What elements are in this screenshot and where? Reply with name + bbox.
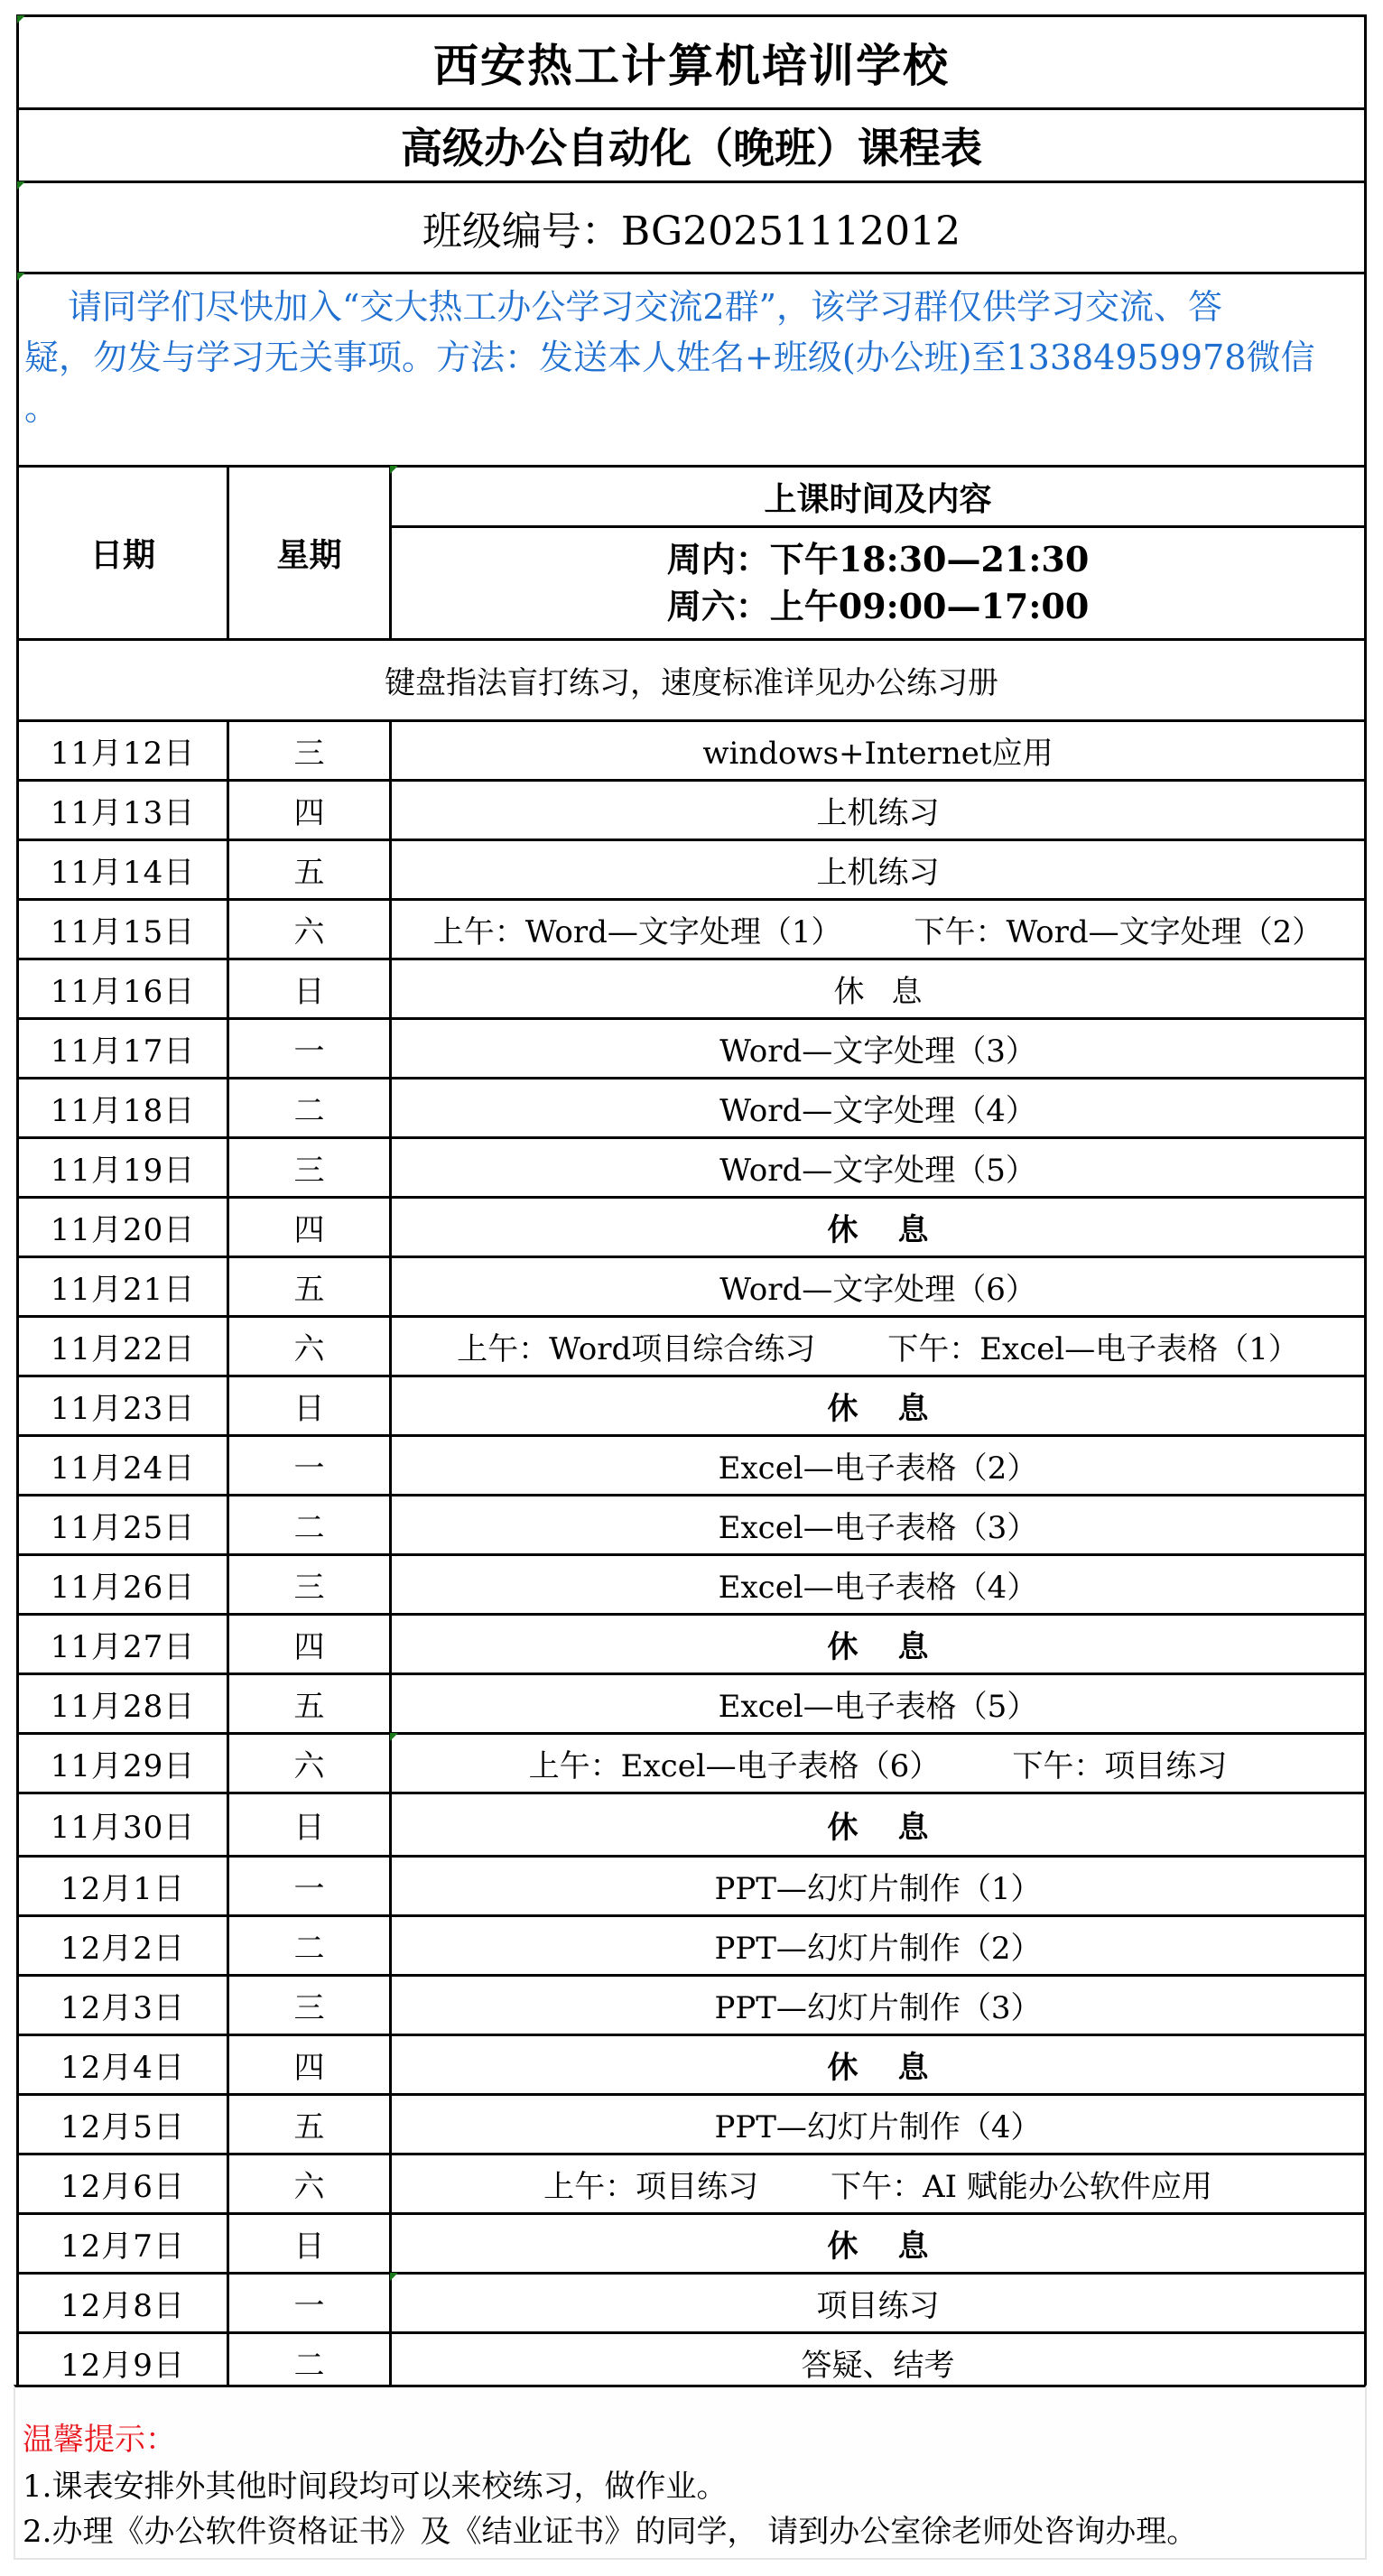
tip-item: 1.课表安排外其他时间段均可以来校练习，做作业。 [23, 2469, 728, 2505]
weekday-cell[interactable]: 一 [228, 1857, 391, 1916]
date-header-cell[interactable] [18, 467, 228, 640]
schedule-row [18, 721, 1366, 781]
session-label: 答疑、结考 [801, 2348, 955, 2384]
afternoon-session: 下午：项目练习 [1012, 1748, 1228, 1784]
afternoon-session: 下午：Excel—电子表格（1） [887, 1331, 1299, 1367]
session-label: PPT—幻灯片制作（4） [714, 2109, 1042, 2145]
course-title-cell[interactable] [18, 109, 1366, 182]
notice-cell[interactable] [18, 273, 1366, 467]
school-title-cell[interactable] [18, 16, 1366, 109]
afternoon-session: 下午：Word—文字处理（2） [914, 914, 1323, 950]
schedule-row [18, 2035, 1366, 2095]
rest-label: 休息 [827, 2050, 969, 2086]
date-cell[interactable]: 11月24日 [18, 1436, 228, 1496]
content-cell[interactable] [391, 721, 1366, 781]
session-label: Excel—电子表格（3） [718, 1510, 1038, 1546]
date-cell[interactable]: 12月9日 [18, 2333, 228, 2393]
content-cell[interactable] [391, 1198, 1366, 1257]
date-cell[interactable]: 11月29日 [18, 1734, 228, 1793]
morning-session: 上午：项目练习 [543, 2169, 759, 2205]
morning-session: 上午：Word—文字处理（1） [432, 914, 842, 950]
session-label: 项目练习 [816, 2288, 940, 2324]
schedule-row [18, 1138, 1366, 1198]
weekday-cell[interactable]: 一 [228, 2274, 391, 2333]
class-code-cell[interactable] [18, 182, 1366, 273]
date-cell[interactable]: 12月8日 [18, 2274, 228, 2333]
content-cell[interactable] [391, 1857, 1366, 1916]
session-label: Excel—电子表格（2） [718, 1450, 1038, 1487]
weekday-cell[interactable]: 三 [228, 1555, 391, 1615]
weekday-cell[interactable]: 四 [228, 2035, 391, 2095]
schedule-row [18, 900, 1366, 959]
morning-session: 上午：Word项目综合练习 [457, 1331, 816, 1367]
session-label: PPT—幻灯片制作（2） [714, 1931, 1042, 1967]
session-label: Word—文字处理（3） [719, 1033, 1036, 1070]
schedule-row [18, 1376, 1366, 1436]
session-label: 上机练习 [816, 855, 940, 891]
rest-label: 休息 [827, 2229, 969, 2265]
content-cell[interactable] [391, 1916, 1366, 1976]
content-header-cell[interactable] [391, 467, 1366, 527]
rest-label: 休息 [827, 1212, 969, 1248]
content-cell[interactable] [391, 1615, 1366, 1674]
schedule-row [18, 1615, 1366, 1674]
session-label: PPT—幻灯片制作（3） [714, 1990, 1042, 2026]
content-cell[interactable] [391, 1793, 1366, 1857]
schedule-row [18, 1436, 1366, 1496]
date-cell[interactable]: 11月30日 [18, 1793, 228, 1857]
cell-indicator-icon [390, 2273, 398, 2281]
date-cell[interactable]: 12月6日 [18, 2154, 228, 2214]
content-cell[interactable] [391, 1496, 1366, 1555]
date-cell[interactable]: 11月25日 [18, 1496, 228, 1555]
date-cell[interactable]: 12月1日 [18, 1857, 228, 1916]
school-title: 西安热工计算机培训学校 [433, 39, 950, 92]
content-cell[interactable] [391, 959, 1366, 1019]
schedule-row [18, 1317, 1366, 1376]
course-title: 高级办公自动化（晚班）课程表 [401, 124, 982, 172]
content-cell[interactable] [391, 781, 1366, 840]
weekday-header: 星期 [276, 536, 342, 574]
tip-item: 2.办理《办公软件资格证书》及《结业证书》的同学， 请到办公室徐老师处咨询办理。 [23, 2514, 1198, 2550]
schedule-sheet [16, 14, 1367, 2394]
cell-indicator-icon [17, 15, 25, 23]
date-cell[interactable]: 11月28日 [18, 1674, 228, 1734]
date-cell[interactable]: 12月4日 [18, 2035, 228, 2095]
split-session [392, 907, 1364, 951]
morning-session: 上午：Excel—电子表格（6） [528, 1748, 941, 1784]
weekday-cell[interactable]: 四 [228, 781, 391, 840]
cell-indicator-icon [17, 181, 25, 190]
schedule-row [18, 1079, 1366, 1138]
schedule-row [18, 1976, 1366, 2035]
schedule-row [18, 1019, 1366, 1079]
content-cell[interactable] [391, 1976, 1366, 2035]
schedule-row [18, 2333, 1366, 2393]
content-cell[interactable] [391, 2274, 1366, 2333]
weekday-cell[interactable]: 六 [228, 1734, 391, 1793]
weekday-cell[interactable]: 日 [228, 1376, 391, 1436]
content-cell[interactable] [391, 1555, 1366, 1615]
date-cell[interactable]: 11月26日 [18, 1555, 228, 1615]
content-cell[interactable] [391, 2095, 1366, 2154]
cell-indicator-icon [17, 273, 25, 281]
date-cell[interactable]: 11月22日 [18, 1317, 228, 1376]
content-cell[interactable] [391, 2214, 1366, 2274]
notice-line-1: 请同学们尽快加入“交大热工办公学习交流2群”，该学习群仅供学习交流、答 [68, 287, 1223, 327]
content-cell[interactable] [391, 900, 1366, 959]
weekday-cell[interactable]: 六 [228, 1317, 391, 1376]
schedule-row [18, 2274, 1366, 2333]
weekday-cell[interactable]: 一 [228, 1019, 391, 1079]
weekday-cell[interactable]: 六 [228, 900, 391, 959]
schedule-row [18, 1555, 1366, 1615]
weekday-cell[interactable]: 日 [228, 959, 391, 1019]
tips-box [14, 2385, 1367, 2560]
date-cell[interactable]: 12月2日 [18, 1916, 228, 1976]
notice-line-2: 疑，勿发与学习无关事项。方法：发送本人姓名+班级(办公班)至13384959978微信 [24, 338, 1315, 377]
content-cell[interactable] [391, 1138, 1366, 1198]
schedule-row [18, 2095, 1366, 2154]
date-cell[interactable]: 11月18日 [18, 1079, 228, 1138]
content-cell[interactable] [391, 1734, 1366, 1793]
weekday-cell[interactable]: 日 [228, 2214, 391, 2274]
class-code: 班级编号：BG20251112012 [422, 208, 961, 255]
schedule-row [18, 1674, 1366, 1734]
date-cell[interactable]: 11月27日 [18, 1615, 228, 1674]
cell-indicator-icon [390, 466, 398, 474]
schedule-row [18, 959, 1366, 1019]
weekday-cell[interactable]: 五 [228, 840, 391, 900]
weekday-cell[interactable]: 四 [228, 1198, 391, 1257]
weekday-cell[interactable]: 三 [228, 1138, 391, 1198]
content-cell[interactable] [391, 2154, 1366, 2214]
split-session [392, 1324, 1364, 1368]
schedule-row [18, 1857, 1366, 1916]
weekday-time: 周内：下午18:30—21:30 [666, 539, 1090, 579]
weekday-cell[interactable]: 三 [228, 721, 391, 781]
session-label: 上机练习 [816, 795, 940, 831]
cell-indicator-icon [390, 1733, 398, 1741]
schedule-row [18, 1734, 1366, 1793]
schedule-row [18, 1793, 1366, 1857]
session-label: Word—文字处理（5） [719, 1153, 1036, 1189]
weekday-cell[interactable]: 五 [228, 2095, 391, 2154]
date-cell[interactable]: 11月14日 [18, 840, 228, 900]
date-cell[interactable]: 11月17日 [18, 1019, 228, 1079]
session-label: Word—文字处理（4） [719, 1093, 1036, 1129]
schedule-row [18, 1496, 1366, 1555]
saturday-time: 周六：上午09:00—17:00 [666, 586, 1090, 626]
rest-label: 休息 [827, 1391, 969, 1427]
session-label: Excel—电子表格（4） [718, 1570, 1038, 1606]
date-cell[interactable]: 12月3日 [18, 1976, 228, 2035]
weekday-cell[interactable]: 二 [228, 1079, 391, 1138]
weekday-cell[interactable]: 二 [228, 1916, 391, 1976]
content-cell[interactable] [391, 1317, 1366, 1376]
weekday-cell[interactable]: 二 [228, 2333, 391, 2393]
time-header-cell[interactable] [391, 527, 1366, 640]
schedule-row [18, 1257, 1366, 1317]
session-label: Excel—电子表格（5） [718, 1689, 1038, 1725]
content-cell[interactable] [391, 2333, 1366, 2393]
date-cell[interactable]: 11月23日 [18, 1376, 228, 1436]
weekday-cell[interactable]: 二 [228, 1496, 391, 1555]
session-label: PPT—幻灯片制作（1） [714, 1871, 1042, 1907]
weekday-cell[interactable]: 五 [228, 1674, 391, 1734]
weekday-cell[interactable]: 三 [228, 1976, 391, 2035]
date-cell[interactable]: 12月7日 [18, 2214, 228, 2274]
date-cell[interactable]: 11月21日 [18, 1257, 228, 1317]
date-cell[interactable]: 11月12日 [18, 721, 228, 781]
rest-label: 休息 [827, 1629, 969, 1665]
content-cell[interactable] [391, 2035, 1366, 2095]
schedule-row [18, 2214, 1366, 2274]
date-header: 日期 [89, 536, 155, 574]
weekday-cell[interactable]: 一 [228, 1436, 391, 1496]
keyboard-note-cell[interactable] [18, 640, 1366, 721]
session-label: Word—文字处理（6） [719, 1272, 1036, 1308]
rest-label: 休息 [833, 974, 950, 1010]
schedule-row [18, 1198, 1366, 1257]
date-cell[interactable]: 11月16日 [18, 959, 228, 1019]
content-cell[interactable] [391, 1079, 1366, 1138]
split-session [392, 1741, 1364, 1785]
content-cell[interactable] [391, 840, 1366, 900]
content-cell[interactable] [391, 1674, 1366, 1734]
notice-line-3: 。 [24, 388, 60, 428]
schedule-row [18, 1916, 1366, 1976]
tips-title: 温馨提示： [23, 2422, 176, 2458]
content-cell[interactable] [391, 1376, 1366, 1436]
keyboard-note: 键盘指法盲打练习，速度标准详见办公练习册 [385, 665, 998, 701]
content-header: 上课时间及内容 [764, 479, 992, 518]
date-cell[interactable]: 11月13日 [18, 781, 228, 840]
content-cell[interactable] [391, 1257, 1366, 1317]
weekday-cell[interactable]: 五 [228, 1257, 391, 1317]
rest-label: 休息 [827, 1810, 969, 1846]
weekday-cell[interactable]: 四 [228, 1615, 391, 1674]
split-session [392, 2162, 1364, 2206]
afternoon-session: 下午：AI 赋能办公软件应用 [831, 2169, 1212, 2205]
schedule-row [18, 781, 1366, 840]
schedule-row [18, 2154, 1366, 2214]
content-cell[interactable] [391, 1019, 1366, 1079]
date-cell[interactable]: 11月15日 [18, 900, 228, 959]
weekday-cell[interactable]: 六 [228, 2154, 391, 2214]
weekday-header-cell[interactable] [228, 467, 391, 640]
date-cell[interactable]: 11月19日 [18, 1138, 228, 1198]
date-cell[interactable]: 11月20日 [18, 1198, 228, 1257]
weekday-cell[interactable]: 日 [228, 1793, 391, 1857]
schedule-row [18, 840, 1366, 900]
content-cell[interactable] [391, 1436, 1366, 1496]
date-cell[interactable]: 12月5日 [18, 2095, 228, 2154]
session-label: windows+Internet应用 [702, 736, 1053, 772]
schedule-table [16, 14, 1367, 2394]
